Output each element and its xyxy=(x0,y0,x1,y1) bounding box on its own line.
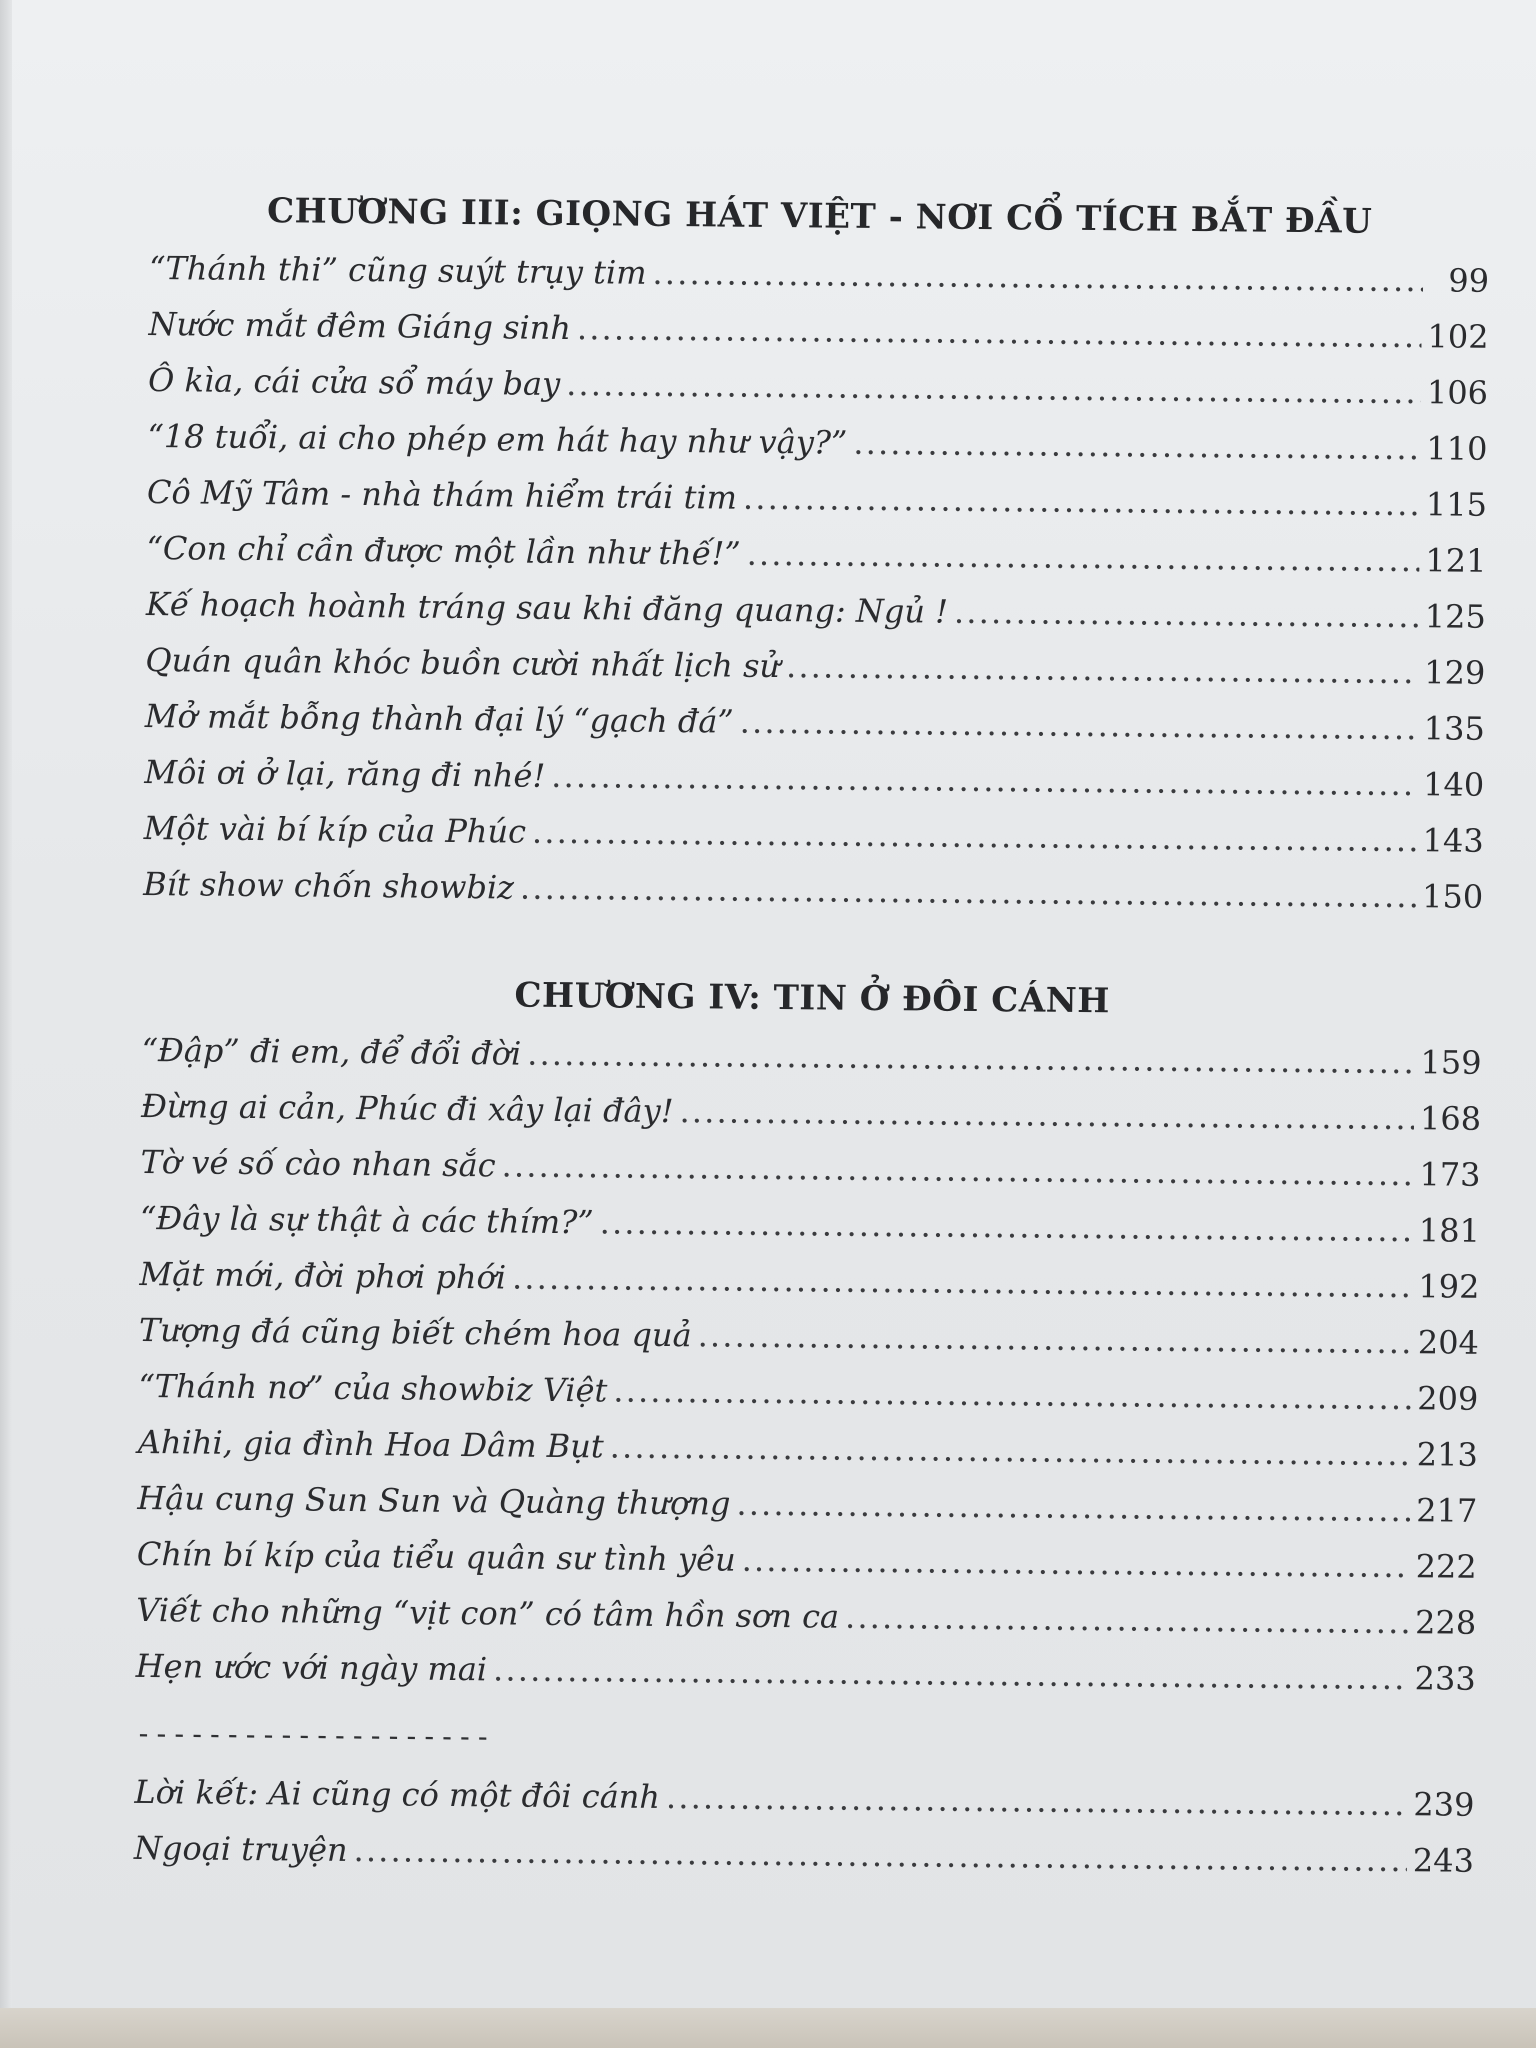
toc-entry-page-number: 110 xyxy=(1426,429,1488,468)
dot-leader xyxy=(741,1532,1410,1594)
toc-entry-page-number: 243 xyxy=(1412,1841,1475,1880)
dot-leader xyxy=(746,526,1419,588)
toc-entry-title: Lời kết: Ai cũng có một đôi cánh xyxy=(134,1772,661,1816)
chapter-heading: CHƯƠNG IV: TIN Ở ĐÔI CÁNH xyxy=(514,975,1111,1022)
dot-leader xyxy=(520,860,1417,925)
toc-entry-page-number: 233 xyxy=(1414,1659,1476,1698)
dot-leader xyxy=(786,638,1419,700)
toc-entry-title: Môi ơi ở lại, răng đi nhé! xyxy=(144,752,546,795)
dot-leader xyxy=(501,1137,1413,1202)
toc-entry-page-number: 102 xyxy=(1427,317,1489,356)
chapter-heading: CHƯƠNG III: GIỌNG HÁT VIỆT - NƠI CỔ TÍCH BẮT ĐẦU xyxy=(266,191,1373,242)
toc-entry-page-number: 99 xyxy=(1448,261,1490,300)
dot-leader xyxy=(853,415,1421,476)
dot-leader xyxy=(551,748,1417,812)
chapter-entries xyxy=(143,240,1489,925)
section-separator: -------------------- xyxy=(134,1716,493,1754)
dot-leader xyxy=(697,1307,1412,1370)
toc-entry-title: Hẹn ước với ngày mai xyxy=(135,1646,488,1689)
toc-entry-title: Ngoại truyện xyxy=(133,1828,348,1869)
toc-entry-title: “Thánh thi” cũng suýt trụy tim xyxy=(148,248,647,292)
dot-leader xyxy=(566,356,1421,420)
dot-leader xyxy=(609,1418,1411,1482)
dot-leader xyxy=(532,804,1417,868)
toc-entry-title: Bít show chốn showbiz xyxy=(143,864,515,907)
toc-entry-title: Ahihi, gia đình Hoa Dâm Bụt xyxy=(137,1422,604,1466)
dot-leader xyxy=(527,1026,1415,1091)
toc-entry-title: “Đây là sự thật à các thím?” xyxy=(139,1198,594,1242)
dot-leader xyxy=(652,245,1423,308)
toc-entry-title: Kế hoạch hoành tráng sau khi đăng quang: Ngủ ! xyxy=(145,584,949,631)
dot-leader xyxy=(512,1250,1413,1315)
toc-entry-page-number: 173 xyxy=(1419,1155,1481,1194)
toc-entry-title: Quán quân khóc buồn cười nhất lịch sử xyxy=(145,640,781,686)
toc-entry-title: “18 tuổi, ai cho phép em hát hay như vậy?” xyxy=(147,416,848,462)
toc-entry-page-number: 228 xyxy=(1414,1603,1477,1642)
closing-entries xyxy=(134,1764,1475,1889)
toc-entry-page-number: 140 xyxy=(1422,765,1485,804)
toc-entry-page-number: 150 xyxy=(1421,877,1484,916)
toc-entry-title: Ô kìa, cái cửa sổ máy bay xyxy=(147,360,561,403)
dot-leader xyxy=(739,694,1418,757)
page-spine-shadow xyxy=(0,0,12,2048)
dot-leader xyxy=(599,1194,1413,1258)
toc-entry-title: “Đập” đi em, để đổi đời xyxy=(141,1030,522,1073)
toc-entry-title: “Con chỉ cần được một lần như thế!” xyxy=(146,528,741,573)
toc-entry-title: Viết cho những “vịt con” có tâm hồn sơn ca xyxy=(136,1590,840,1636)
toc-entry xyxy=(134,1820,1474,1889)
dot-leader xyxy=(577,300,1422,364)
toc-entry-page-number: 213 xyxy=(1416,1435,1479,1474)
toc-entry-page-number: 125 xyxy=(1424,597,1487,636)
toc-entry-page-number: 168 xyxy=(1419,1099,1482,1138)
toc-entry-title: Hậu cung Sun Sun và Quàng thượng xyxy=(137,1478,731,1523)
dot-leader xyxy=(743,470,1420,532)
toc-entry-title: Tượng đá cũng biết chém hoa quả xyxy=(138,1310,692,1355)
dot-leader xyxy=(613,1363,1411,1427)
dot-leader xyxy=(353,1822,1407,1888)
dot-leader xyxy=(954,584,1419,644)
toc-entry-page-number: 106 xyxy=(1426,373,1489,412)
toc-entry-page-number: 159 xyxy=(1420,1043,1482,1082)
dot-leader xyxy=(845,1589,1410,1650)
toc-entry-page-number: 143 xyxy=(1422,821,1484,860)
toc-entry-title: Cô Mỹ Tâm - nhà thám hiểm trái tim xyxy=(146,472,738,517)
toc-entry-title: Đừng ai cản, Phúc đi xây lại đây! xyxy=(140,1086,674,1131)
toc-entry-page-number: 204 xyxy=(1417,1323,1480,1362)
toc-entry-title: “Thánh nơ” của showbiz Việt xyxy=(138,1366,608,1410)
toc-entry-page-number: 135 xyxy=(1423,709,1485,748)
toc-entry-title: Mặt mới, đời phơi phới xyxy=(139,1254,507,1297)
dot-leader xyxy=(679,1083,1414,1146)
toc-entry-title: Chín bí kíp của tiểu quân sư tình yêu xyxy=(136,1534,736,1579)
toc-entry-title: Mở mắt bỗng thành đại lý “gạch đá” xyxy=(144,696,734,741)
page-bottom-edge xyxy=(0,2008,1536,2048)
dot-leader xyxy=(736,1476,1410,1538)
toc-entry-page-number: 115 xyxy=(1425,485,1488,524)
dot-leader xyxy=(666,1769,1408,1832)
dot-leader xyxy=(493,1641,1409,1706)
toc-entry-page-number: 181 xyxy=(1418,1211,1481,1250)
table-of-contents xyxy=(134,180,1490,1889)
toc-entry-page-number: 239 xyxy=(1413,1785,1475,1824)
toc-entry-page-number: 222 xyxy=(1415,1547,1477,1586)
toc-entry-page-number: 209 xyxy=(1417,1379,1479,1418)
toc-entry-page-number: 192 xyxy=(1418,1267,1480,1306)
toc-entry-title: Một vài bí kíp của Phúc xyxy=(143,808,527,851)
toc-entry-page-number: 217 xyxy=(1416,1491,1478,1530)
toc-entry-title: Nước mắt đêm Giáng sinh xyxy=(148,304,572,348)
toc-entry-title: Tờ vé số cào nhan sắc xyxy=(140,1142,496,1185)
toc-entry-page-number: 129 xyxy=(1424,653,1486,692)
toc-entry xyxy=(135,1638,1475,1707)
toc-entry-page-number: 121 xyxy=(1425,541,1487,580)
chapter-entries xyxy=(135,1022,1481,1707)
